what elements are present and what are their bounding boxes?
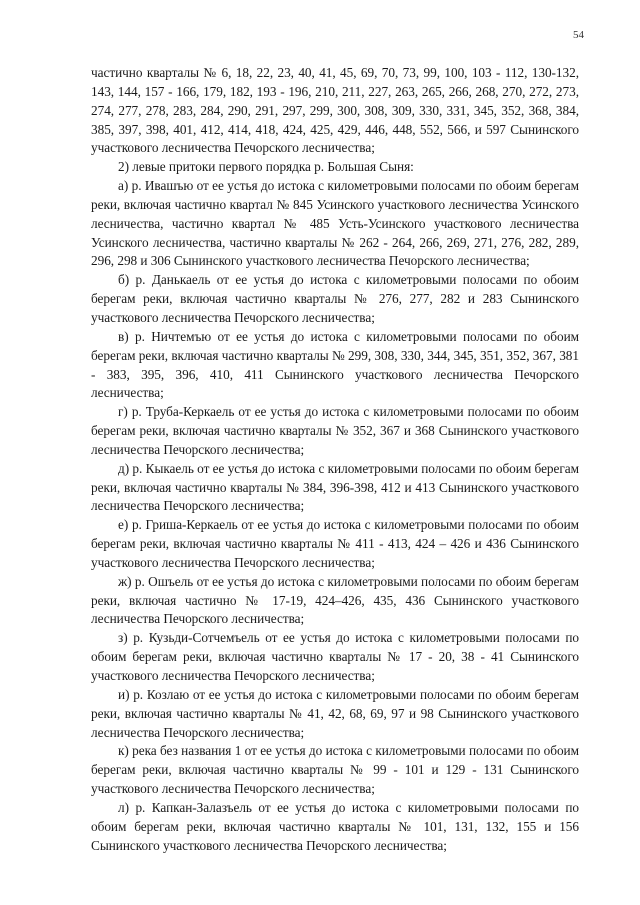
paragraph-item-a: а) р. Ивашъю от ее устья до истока с километровыми полосами по обоим берегам реки, включая частично квартал № 845 Усинского участкового лесничества Усинского лесничества, частично квартал № 485 Усть-Усинского участкового лесничества Усинского лесничества, частично кварталы № 262 - 264, 266, 269, 271, 276, 282, 289, 296, 298 и 306 Сынинского участкового лесничества Печорского лесничества; xyxy=(91,178,579,269)
paragraph-item-g: г) р. Труба-Керкаель от ее устья до истока с километровыми полосами по обоим берегам реки, включая частично кварталы № 352, 367 и 368 Сынинского участкового лесничества Печорского лесничества; xyxy=(91,404,579,457)
paragraph-item-zh: ж) р. Ошъель от ее устья до истока с километровыми полосами по обоим берегам реки, включая частично № 17-19, 424–426, 435, 436 Сынинского участкового лесничества Печорского лесничества; xyxy=(91,573,579,627)
paragraph-continuation: частично кварталы № 6, 18, 22, 23, 40, 41, 45, 69, 70, 73, 99, 100, 103 - 112, 130-132, 143, 144, 157 - 166, 179, 182, 193 - 196, 210, 211, 227, 263, 265, 266, 268, 270, 272, 273, 274, 277, 278, 283, 284, 290, 291, 297, 299, 300, 308, 309, 330, 331, 345, 352, 368, 384, 385, 397, 398, 401, 412, 414, 418, 424, 425, 429, 446, 448, 552, 566, и 597 Сынинского участкового лесничества Печорского лесничества; xyxy=(91,65,579,156)
page-number: 54 xyxy=(573,29,584,41)
paragraph-item-b: б) р. Данькаель от ее устья до истока с километровыми полосами по обоим берегам реки, включая частично кварталы № 276, 277, 282 и 283 Сынинского участкового лесничества Печорского лесничества; xyxy=(91,272,579,325)
document-body xyxy=(91,64,579,855)
paragraph-item-v: в) р. Ничтемъю от ее устья до истока с километровыми полосами по обоим берегам реки, включая частично кварталы № 299, 308, 330, 344, 345, 351, 352, 367, 381 - 383, 395, 396, 410, 411 Сынинского участкового лесничества Печорского лесничества; xyxy=(91,328,579,401)
paragraph-item-i: и) р. Козлаю от ее устья до истока с километровыми полосами по обоим берегам реки, включая частично кварталы № 41, 42, 68, 69, 97 и 98 Сынинского участкового лесничества Печорского лесничества; xyxy=(91,686,579,740)
paragraph-item-d: д) р. Кыкаель от ее устья до истока с километровыми полосами по обоим берегам реки, включая частично кварталы № 384, 396-398, 412 и 413 Сынинского участкового лесничества Печорского лесничества; xyxy=(91,460,579,514)
paragraph-left-tributaries-heading: 2) левые притоки первого порядка р. Большая Сыня: xyxy=(118,159,414,175)
paragraph-item-z: з) р. Кузьди-Сотчемъель от ее устья до истока с километровыми полосами по обоим берегам реки, включая частично кварталы № 17 - 20, 38 - 41 Сынинского участкового лесничества Печорского лесничества; xyxy=(91,630,579,683)
paragraph-item-k: к) река без названия 1 от ее устья до истока с километровыми полосами по обоим берегам реки, включая частично кварталы № 99 - 101 и 129 - 131 Сынинского участкового лесничества Печорского лесничества; xyxy=(91,743,579,797)
paragraph-item-e: е) р. Гриша-Керкаель от ее устья до истока с километровыми полосами по обоим берегам реки, включая частично кварталы № 411 - 413, 424 – 426 и 436 Сынинского участкового лесничества Печорского лесничества; xyxy=(91,517,579,570)
paragraph-item-l: л) р. Капкан-Залазъель от ее устья до истока с километровыми полосами по обоим берегам реки, включая частично кварталы № 101, 131, 132, 155 и 156 Сынинского участкового лесничества Печорского лесничества; xyxy=(91,799,579,853)
